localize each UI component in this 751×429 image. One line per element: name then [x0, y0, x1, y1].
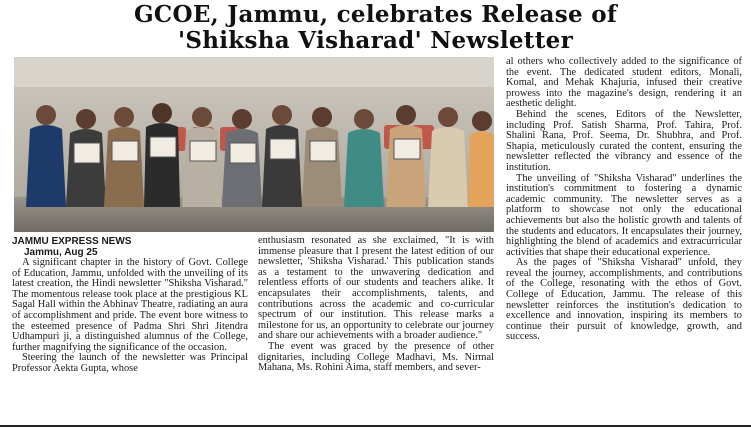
event-photo	[14, 57, 494, 232]
article-column-1	[12, 236, 248, 375]
article-column-2	[258, 236, 494, 374]
article-paragraph: The event was graced by the presence of other dignitaries, including College Madhavi, Ms. Nirmal Mahana, Ms. Rohini Aima, staff members, and sever-	[258, 340, 494, 374]
dateline	[12, 236, 248, 258]
bottom-rule	[0, 425, 751, 427]
article-paragraph: Behind the scenes, Editors of the Newsletter, including Prof. Satish Sharma, Prof. Tahira, Prof. Shalini Rana, Prof. Seema, Dr. Shubhra, and Prof. Shapia, meticulously curated the content, ensuring the newsletter reflected the vibrancy and essence of the institution.	[506, 108, 742, 173]
headline-line-2: 'Shiksha Visharad' Newsletter	[177, 27, 573, 54]
dateline-place: Jammu, Aug 25	[24, 247, 98, 258]
article-paragraph: al others who collectively added to the significance of the event. The dedicated student editors, Monali, Komal, and Mehak Khajuria, infused their creative prowess into the magazine's design, rendering it an aesthetic delight.	[506, 56, 742, 110]
headline-line-1: GCOE, Jammu, celebrates Release of	[133, 1, 618, 28]
article-paragraph: As the pages of "Shiksha Visharad" unfold, they reveal the journey, accomplishments, and contributions of the College, resonating with the ethos of Govt. College of Education, Jammu. The release of this newsletter reinforces the institution's dedication to excellence and innovation, inspiring its members to continue their pursuit of knowledge, growth, and success.	[506, 257, 742, 343]
dateline-agency: JAMMU EXPRESS NEWS	[12, 236, 132, 247]
article-column-3	[506, 57, 742, 343]
headline	[0, 0, 751, 54]
article-paragraph: A significant chapter in the history of Govt. College of Education, Jammu, unfolded with the unveiling of its latest creation, the Hindi newsletter "Shiksha Visharad." The momentous release took place at the prestigious KL Sagal Hall within the Abhinav Theatre, radiating an aura of accomplishment and pride. The event bore witness to the esteemed presence of Padma Shri Shri Jitendra Udhampuri ji, a distinguished alumnus of the College, further magnifying the significance of the occasion.	[12, 257, 248, 353]
article-paragraph: The unveiling of "Shiksha Visharad" underlines the institution's commitment to fostering a dynamic academic community. The newsletter serves as a platform to showcase not only the educational achievements but also the holistic growth and talents of the students and educators. It encapsulates their journey, highlighting the blend of academics and extracurricular activities that shape their educational experience.	[506, 172, 742, 258]
article-paragraph: Steering the launch of the newsletter was Principal Professor Aekta Gupta, whose	[12, 352, 248, 374]
article-paragraph: enthusiasm resonated as she exclaimed, "It is with immense pleasure that I present the latest edition of our newsletter, 'Shiksha Visharad.' This publication stands as a testament to the unwavering dedication and relentless efforts of our students and teachers alike. It encapsulates their accomplishments, talents, and contributions across the academic and co-curricular spectrum of our institution. This release marks a milestone for us, an opportunity to celebrate our journey and share our achievements with a broader audience."	[258, 235, 494, 342]
group-photo-illustration	[14, 57, 494, 232]
photo-ceiling	[14, 57, 494, 87]
